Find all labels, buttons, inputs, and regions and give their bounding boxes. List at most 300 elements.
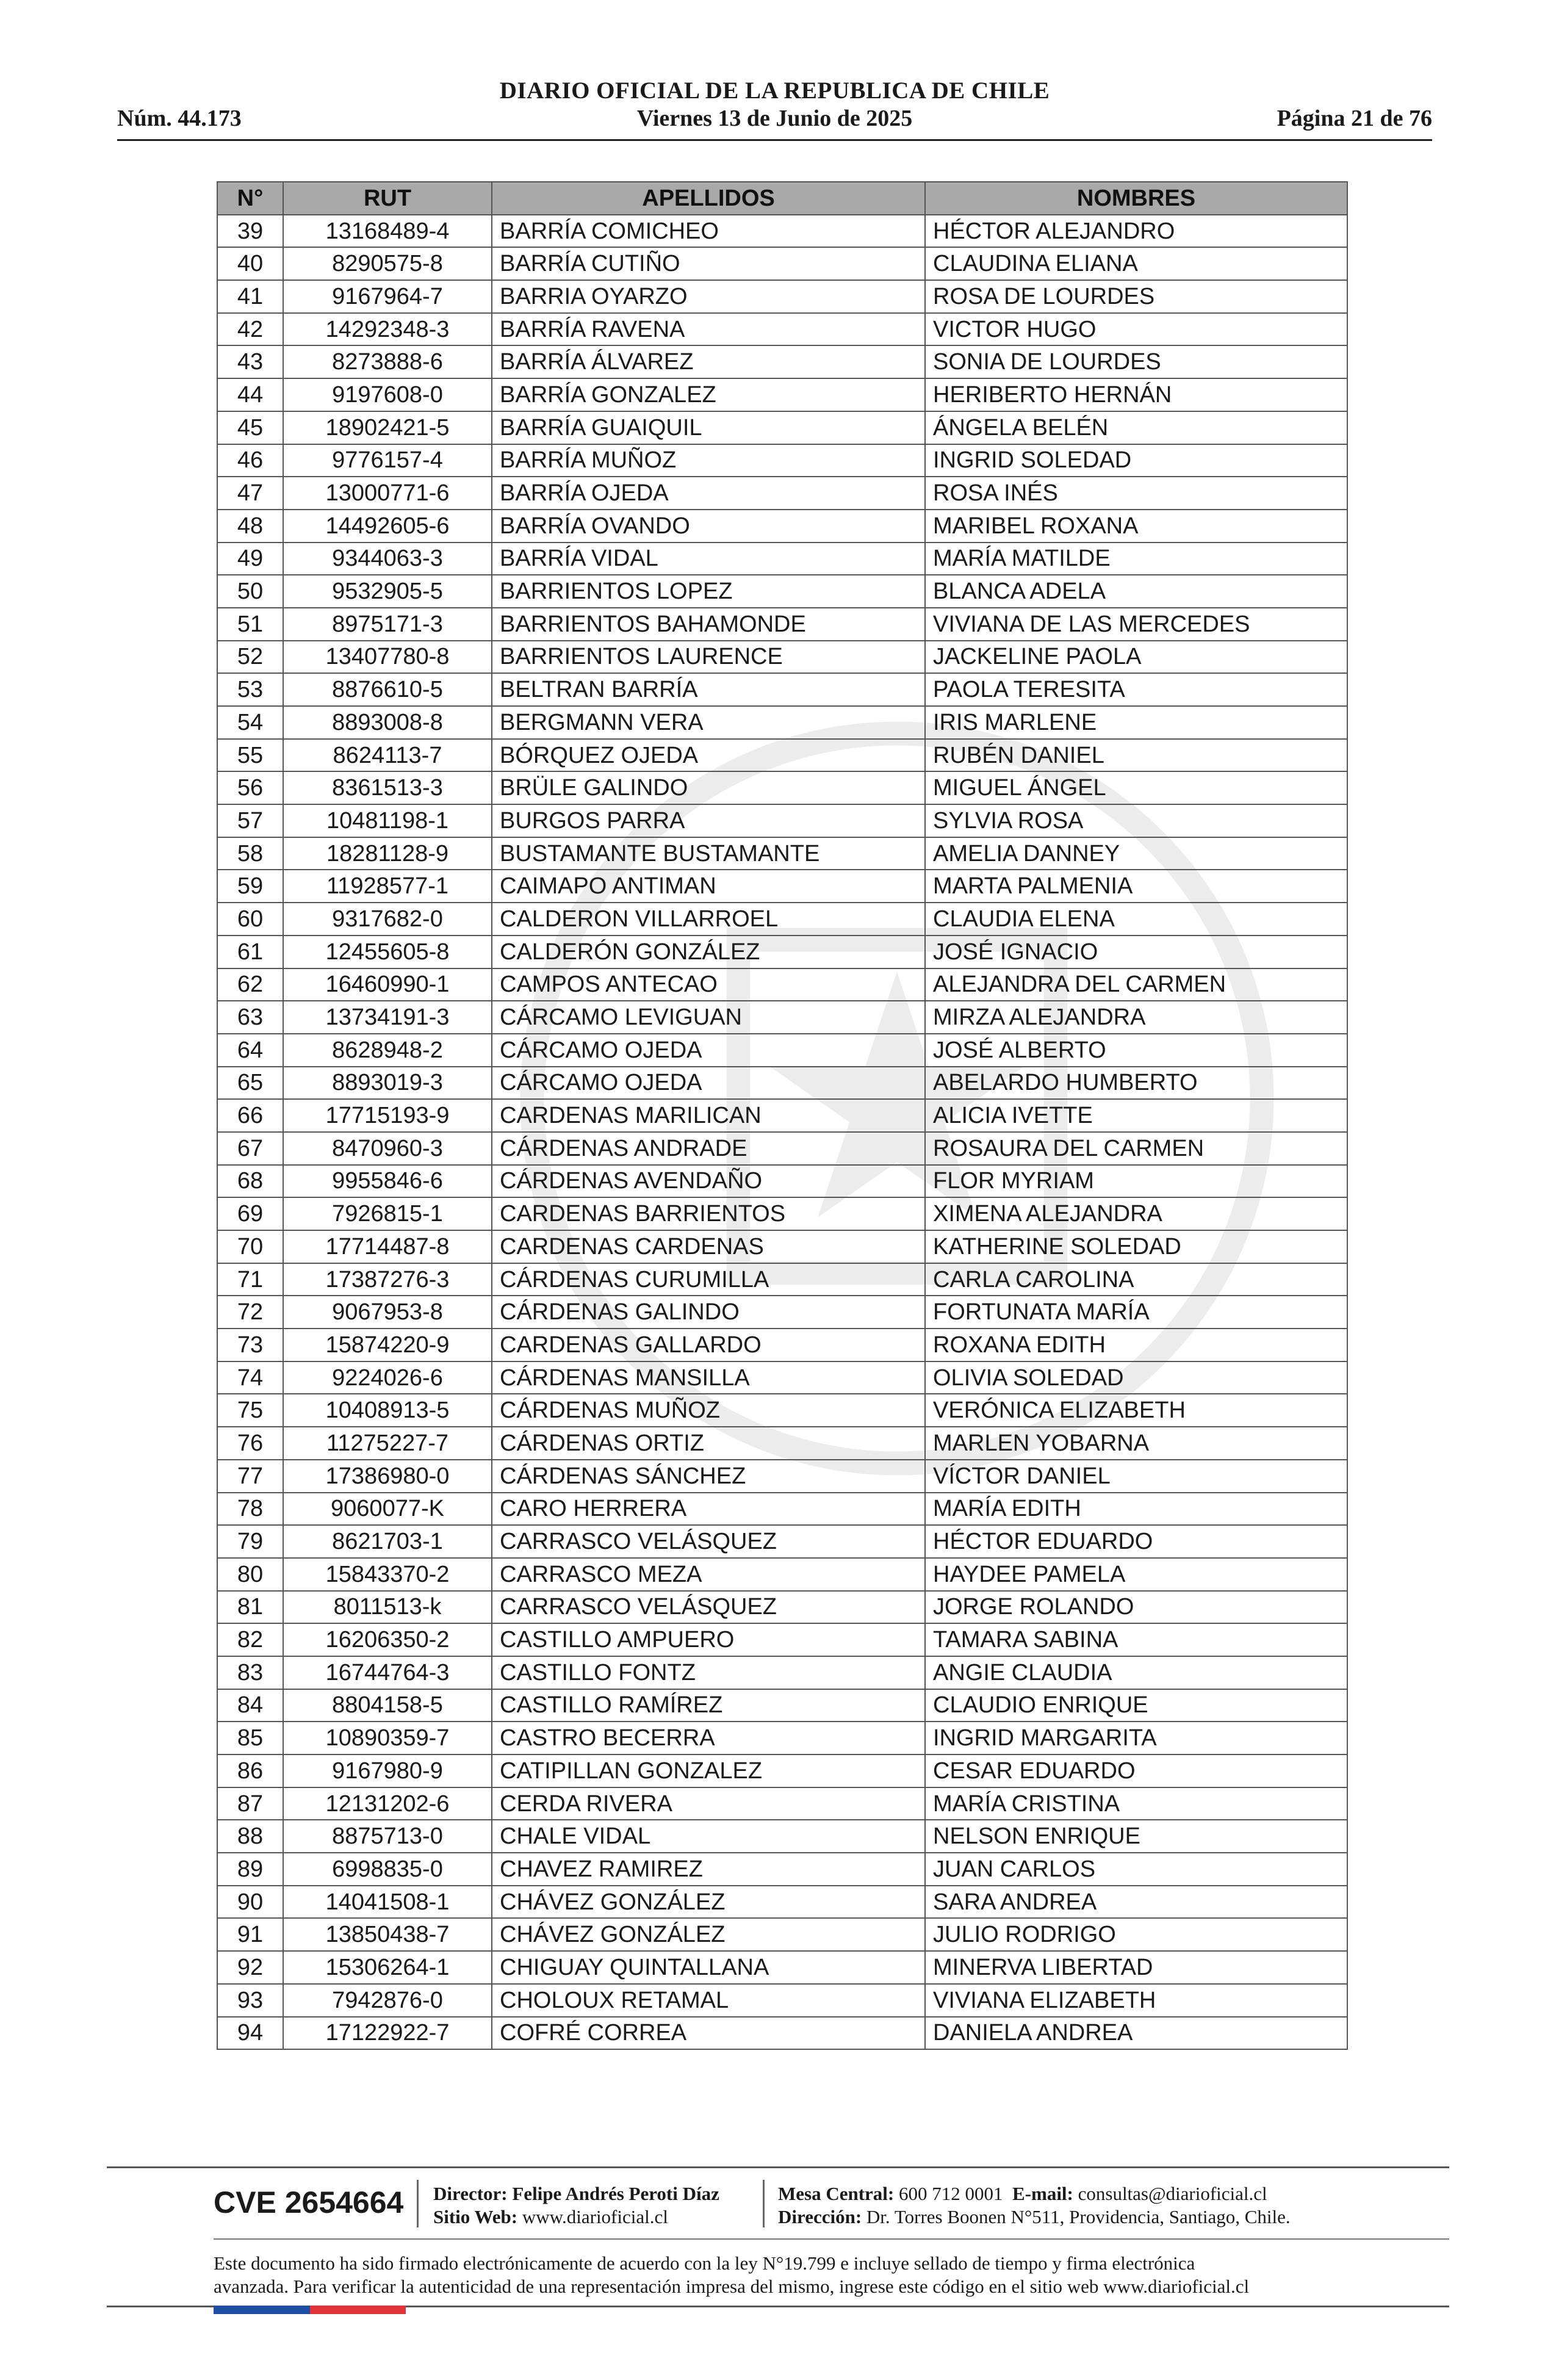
nombres-cell: VERÓNICA ELIZABETH [925,1394,1347,1427]
nombres-cell: JULIO RODRIGO [925,1918,1347,1951]
table-row [217,247,1347,280]
row-number: 81 [217,1591,283,1624]
row-number: 75 [217,1394,283,1427]
apellidos-cell: CALDERÓN GONZÁLEZ [492,936,925,968]
nombres-cell: MARÍA CRISTINA [925,1787,1347,1820]
table-row [217,968,1347,1001]
rut-cell: 14292348-3 [283,313,492,346]
header-divider [117,139,1432,141]
apellidos-cell: BELTRAN BARRÍA [492,673,925,706]
nombres-cell: VIVIANA DE LAS MERCEDES [925,608,1347,641]
table-row [217,870,1347,903]
rut-cell: 12455605-8 [283,936,492,968]
apellidos-cell: CÁRDENAS ORTIZ [492,1427,925,1460]
rut-cell: 13734191-3 [283,1001,492,1034]
apellidos-cell: CARDENAS CARDENAS [492,1230,925,1263]
table-row [217,1296,1347,1329]
rut-cell: 14041508-1 [283,1886,492,1919]
website-label: Sitio Web: [433,2206,518,2227]
row-number: 49 [217,543,283,575]
rut-cell: 17387276-3 [283,1263,492,1296]
rut-cell: 9224026-6 [283,1361,492,1394]
row-number: 60 [217,903,283,936]
nombres-cell: KATHERINE SOLEDAD [925,1230,1347,1263]
row-number: 55 [217,739,283,772]
apellidos-cell: CÁRCAMO OJEDA [492,1034,925,1067]
table-row [217,1591,1347,1624]
apellidos-cell: CARDENAS MARILICAN [492,1099,925,1132]
nombres-cell: SYLVIA ROSA [925,804,1347,837]
nombres-cell: MARTA PALMENIA [925,870,1347,903]
apellidos-cell: CHAVEZ RAMIREZ [492,1853,925,1886]
rut-cell: 8361513-3 [283,771,492,804]
rut-cell: 10890359-7 [283,1722,492,1754]
cve-code: CVE 2654664 [214,2185,404,2220]
row-number: 89 [217,1853,283,1886]
row-number: 43 [217,345,283,378]
nombres-cell: RUBÉN DANIEL [925,739,1347,772]
rut-cell: 9776157-4 [283,444,492,477]
website-link[interactable]: www.diarioficial.cl [522,2206,668,2227]
rut-cell: 8628948-2 [283,1034,492,1067]
nombres-cell: HÉCTOR EDUARDO [925,1525,1347,1558]
table-row [217,280,1347,313]
nombres-cell: NELSON ENRIQUE [925,1820,1347,1853]
table-row [217,1951,1347,1984]
apellidos-cell: BARRIENTOS LAURENCE [492,641,925,674]
row-number: 93 [217,1984,283,2017]
issue-number: Núm. 44.173 [117,106,242,131]
rut-cell: 8893008-8 [283,706,492,739]
apellidos-cell: CARDENAS GALLARDO [492,1329,925,1361]
nombres-cell: SONIA DE LOURDES [925,345,1347,378]
apellidos-cell: CALDERON VILLARROEL [492,903,925,936]
contact-info [778,2182,1291,2229]
apellidos-cell: BARRÍA CUTIÑO [492,247,925,280]
table-row [217,1853,1347,1886]
row-number: 83 [217,1656,283,1689]
table-row [217,510,1347,543]
rut-cell: 12131202-6 [283,1787,492,1820]
row-number: 67 [217,1132,283,1165]
nombres-cell: CLAUDIO ENRIQUE [925,1689,1347,1722]
footer-separator [763,2180,765,2227]
rut-cell: 17714487-8 [283,1230,492,1263]
legal-notice-line: Este documento ha sido firmado electrónicamente de acuerdo con la ley N°19.799 e incluye sellado de tiempo y firma electrónica [214,2252,1195,2274]
director-name: Felipe Andrés Peroti Díaz [512,2183,719,2204]
nombres-cell: OLIVIA SOLEDAD [925,1361,1347,1394]
apellidos-cell: CARRASCO MEZA [492,1558,925,1591]
table-row [217,345,1347,378]
nombres-cell: JACKELINE PAOLA [925,641,1347,674]
table-row [217,1787,1347,1820]
row-number: 90 [217,1886,283,1919]
row-number: 65 [217,1067,283,1100]
apellidos-cell: CÁRDENAS CURUMILLA [492,1263,925,1296]
row-number: 52 [217,641,283,674]
apellidos-cell: BARRÍA RAVENA [492,313,925,346]
page-header [117,77,1432,144]
nombres-cell: CARLA CAROLINA [925,1263,1347,1296]
rut-cell: 8875713-0 [283,1820,492,1853]
rut-cell: 11928577-1 [283,870,492,903]
row-number: 39 [217,215,283,248]
nombres-cell: AMELIA DANNEY [925,837,1347,870]
nombres-cell: CLAUDIA ELENA [925,903,1347,936]
nombres-cell: MARÍA EDITH [925,1493,1347,1526]
apellidos-cell: BARRÍA COMICHEO [492,215,925,248]
table-row [217,1329,1347,1361]
rut-cell: 8011513-k [283,1591,492,1624]
table-row [217,1722,1347,1754]
rut-cell: 9167964-7 [283,280,492,313]
row-number: 61 [217,936,283,968]
rut-cell: 10408913-5 [283,1394,492,1427]
apellidos-cell: CARRASCO VELÁSQUEZ [492,1591,925,1624]
nombres-cell: MARIBEL ROXANA [925,510,1347,543]
apellidos-cell: BARRÍA MUÑOZ [492,444,925,477]
apellidos-cell: BURGOS PARRA [492,804,925,837]
rut-cell: 8893019-3 [283,1067,492,1100]
rut-cell: 8975171-3 [283,608,492,641]
table-row [217,1656,1347,1689]
apellidos-cell: CAMPOS ANTECAO [492,968,925,1001]
rut-cell: 13168489-4 [283,215,492,248]
table-row [217,215,1347,248]
rut-cell: 6998835-0 [283,1853,492,1886]
row-number: 64 [217,1034,283,1067]
rut-cell: 15306264-1 [283,1951,492,1984]
footer-top-divider [107,2166,1449,2168]
table-row [217,1197,1347,1230]
rut-cell: 8273888-6 [283,345,492,378]
nombres-cell: MIGUEL ÁNGEL [925,771,1347,804]
footer-separator [417,2180,419,2227]
apellidos-cell: CÁRDENAS MANSILLA [492,1361,925,1394]
nombres-cell: MIRZA ALEJANDRA [925,1001,1347,1034]
table-row [217,1918,1347,1951]
table-row [217,1558,1347,1591]
column-header-number: N° [217,182,283,215]
apellidos-cell: BRÜLE GALINDO [492,771,925,804]
column-header-nombres: NOMBRES [925,182,1347,215]
publication-date: Viernes 13 de Junio de 2025 [636,106,913,131]
rut-cell: 8621703-1 [283,1525,492,1558]
apellidos-cell: BARRÍA GONZALEZ [492,378,925,411]
rut-cell: 9197608-0 [283,378,492,411]
row-number: 91 [217,1918,283,1951]
rut-cell: 8290575-8 [283,247,492,280]
rut-cell: 9167980-9 [283,1754,492,1787]
apellidos-cell: CHOLOUX RETAMAL [492,1984,925,2017]
table-row [217,1067,1347,1100]
table-row [217,1754,1347,1787]
row-number: 40 [217,247,283,280]
apellidos-cell: CATIPILLAN GONZALEZ [492,1754,925,1787]
flag-color-bar [214,2306,406,2314]
rut-cell: 13407780-8 [283,641,492,674]
nombres-cell: MARLEN YOBARNA [925,1427,1347,1460]
rut-cell: 7942876-0 [283,1984,492,2017]
table-row [217,1460,1347,1493]
rut-cell: 9060077-K [283,1493,492,1526]
apellidos-cell: CASTRO BECERRA [492,1722,925,1754]
nombres-cell: JOSÉ ALBERTO [925,1034,1347,1067]
apellidos-cell: CÁRDENAS ANDRADE [492,1132,925,1165]
nombres-cell: SARA ANDREA [925,1886,1347,1919]
nombres-cell: CESAR EDUARDO [925,1754,1347,1787]
table-row [217,477,1347,510]
apellidos-cell: CÁRCAMO LEVIGUAN [492,1001,925,1034]
apellidos-cell: CARO HERRERA [492,1493,925,1526]
table-row [217,1034,1347,1067]
row-number: 80 [217,1558,283,1591]
table-row [217,1230,1347,1263]
row-number: 70 [217,1230,283,1263]
table-row [217,1525,1347,1558]
table-row [217,1001,1347,1034]
nombres-cell: JUAN CARLOS [925,1853,1347,1886]
column-header-rut: RUT [283,182,492,215]
apellidos-cell: CARRASCO VELÁSQUEZ [492,1525,925,1558]
row-number: 48 [217,510,283,543]
page-number: Página 21 de 76 [1277,106,1432,131]
row-number: 51 [217,608,283,641]
row-number: 78 [217,1493,283,1526]
row-number: 88 [217,1820,283,1853]
row-number: 68 [217,1165,283,1198]
nombres-cell: FLOR MYRIAM [925,1165,1347,1198]
row-number: 66 [217,1099,283,1132]
rut-cell: 16460990-1 [283,968,492,1001]
row-number: 47 [217,477,283,510]
apellidos-cell: BARRIA OYARZO [492,280,925,313]
nombres-cell: CLAUDINA ELIANA [925,247,1347,280]
director-info [433,2182,719,2229]
nombres-cell: MINERVA LIBERTAD [925,1951,1347,1984]
row-number: 82 [217,1623,283,1656]
nombres-cell: INGRID SOLEDAD [925,444,1347,477]
rut-cell: 8470960-3 [283,1132,492,1165]
apellidos-cell: BARRIENTOS LOPEZ [492,575,925,608]
row-number: 73 [217,1329,283,1361]
apellidos-cell: BARRIENTOS BAHAMONDE [492,608,925,641]
phone-number: 600 712 0001 [899,2183,1003,2204]
flag-blue-stripe [214,2306,310,2314]
row-number: 58 [217,837,283,870]
row-number: 79 [217,1525,283,1558]
apellidos-cell: BARRÍA GUAIQUIL [492,411,925,444]
table-row [217,1263,1347,1296]
nombres-cell: ROXANA EDITH [925,1329,1347,1361]
nombres-cell: ALEJANDRA DEL CARMEN [925,968,1347,1001]
nombres-cell: DANIELA ANDREA [925,2017,1347,2050]
apellidos-cell: CHÁVEZ GONZÁLEZ [492,1918,925,1951]
row-number: 62 [217,968,283,1001]
row-number: 45 [217,411,283,444]
nombres-cell: XIMENA ALEJANDRA [925,1197,1347,1230]
table-row [217,771,1347,804]
rut-cell: 18902421-5 [283,411,492,444]
row-number: 72 [217,1296,283,1329]
apellidos-cell: BÓRQUEZ OJEDA [492,739,925,772]
rut-cell: 17715193-9 [283,1099,492,1132]
nombres-cell: VICTOR HUGO [925,313,1347,346]
nombres-cell: ROSA INÉS [925,477,1347,510]
table-row [217,903,1347,936]
publication-title: DIARIO OFICIAL DE LA REPUBLICA DE CHILE [499,78,1050,104]
apellidos-cell: CÁRDENAS SÁNCHEZ [492,1460,925,1493]
rut-cell: 14492605-6 [283,510,492,543]
row-number: 53 [217,673,283,706]
table-row [217,378,1347,411]
table-row [217,575,1347,608]
table-row [217,1623,1347,1656]
row-number: 77 [217,1460,283,1493]
row-number: 50 [217,575,283,608]
rut-cell: 15874220-9 [283,1329,492,1361]
row-number: 63 [217,1001,283,1034]
row-number: 44 [217,378,283,411]
nombres-cell: ANGIE CLAUDIA [925,1656,1347,1689]
nombres-cell: HAYDEE PAMELA [925,1558,1347,1591]
table-row [217,543,1347,575]
nombres-cell: HERIBERTO HERNÁN [925,378,1347,411]
apellidos-cell: COFRÉ CORREA [492,2017,925,2050]
apellidos-cell: BUSTAMANTE BUSTAMANTE [492,837,925,870]
rut-cell: 8624113-7 [283,739,492,772]
email-label: E-mail: [1012,2183,1073,2204]
table-row [217,739,1347,772]
rut-cell: 18281128-9 [283,837,492,870]
nombres-cell: INGRID MARGARITA [925,1722,1347,1754]
nombres-cell: FORTUNATA MARÍA [925,1296,1347,1329]
table-row [217,1886,1347,1919]
nombres-cell: VIVIANA ELIZABETH [925,1984,1347,2017]
address-label: Dirección: [778,2206,862,2227]
apellidos-cell: CASTILLO RAMÍREZ [492,1689,925,1722]
nombres-cell: MARÍA MATILDE [925,543,1347,575]
apellidos-cell: CAIMAPO ANTIMAN [492,870,925,903]
nombres-cell: JORGE ROLANDO [925,1591,1347,1624]
rut-cell: 8876610-5 [283,673,492,706]
apellidos-cell: CÁRDENAS AVENDAÑO [492,1165,925,1198]
row-number: 94 [217,2017,283,2050]
nombres-cell: JOSÉ IGNACIO [925,936,1347,968]
nombres-cell: IRIS MARLENE [925,706,1347,739]
row-number: 69 [217,1197,283,1230]
rut-cell: 10481198-1 [283,804,492,837]
footer-mid-divider [214,2238,1449,2240]
apellidos-cell: CASTILLO AMPUERO [492,1623,925,1656]
nombres-cell: ÁNGELA BELÉN [925,411,1347,444]
table-row [217,1689,1347,1722]
apellidos-cell: CHIGUAY QUINTALLANA [492,1951,925,1984]
rut-cell: 9067953-8 [283,1296,492,1329]
apellidos-cell: CASTILLO FONTZ [492,1656,925,1689]
flag-red-stripe [310,2306,406,2314]
table-row [217,444,1347,477]
table-header-row [217,182,1347,215]
nombres-cell: ABELARDO HUMBERTO [925,1067,1347,1100]
email-link[interactable]: consultas@diarioficial.cl [1078,2183,1267,2204]
apellidos-cell: BARRÍA ÁLVAREZ [492,345,925,378]
apellidos-cell: BARRÍA OJEDA [492,477,925,510]
director-label: Director: [433,2183,508,2204]
row-number: 84 [217,1689,283,1722]
apellidos-cell: CÁRCAMO OJEDA [492,1067,925,1100]
row-number: 74 [217,1361,283,1394]
rut-cell: 7926815-1 [283,1197,492,1230]
rut-cell: 9955846-6 [283,1165,492,1198]
rut-cell: 9317682-0 [283,903,492,936]
table-row [217,1099,1347,1132]
column-header-apellidos: APELLIDOS [492,182,925,215]
table-row [217,1394,1347,1427]
table-row [217,1984,1347,2017]
row-number: 57 [217,804,283,837]
table-row [217,706,1347,739]
nombres-cell: ROSA DE LOURDES [925,280,1347,313]
table-row [217,936,1347,968]
apellidos-cell: CERDA RIVERA [492,1787,925,1820]
rut-cell: 8804158-5 [283,1689,492,1722]
row-number: 46 [217,444,283,477]
nombres-cell: VÍCTOR DANIEL [925,1460,1347,1493]
rut-cell: 13850438-7 [283,1918,492,1951]
row-number: 92 [217,1951,283,1984]
apellidos-cell: CÁRDENAS MUÑOZ [492,1394,925,1427]
nombres-cell: ROSAURA DEL CARMEN [925,1132,1347,1165]
row-number: 54 [217,706,283,739]
apellidos-cell: BARRÍA OVANDO [492,510,925,543]
row-number: 85 [217,1722,283,1754]
nombres-cell: ALICIA IVETTE [925,1099,1347,1132]
legal-notice-line: avanzada. Para verificar la autenticidad de una representación impresa del mismo, ingrese este código en el sitio web www.diarioficial.cl [214,2276,1250,2297]
row-number: 41 [217,280,283,313]
table-body [217,215,1347,2050]
row-number: 59 [217,870,283,903]
legal-notice [214,2252,1446,2298]
row-number: 56 [217,771,283,804]
rut-cell: 16744764-3 [283,1656,492,1689]
table-row [217,313,1347,346]
table-row [217,1493,1347,1526]
table-row [217,1361,1347,1394]
apellidos-cell: CÁRDENAS GALINDO [492,1296,925,1329]
table-row [217,804,1347,837]
page-footer [107,2166,1449,2319]
rut-cell: 16206350-2 [283,1623,492,1656]
address-value: Dr. Torres Boonen N°511, Providencia, Santiago, Chile. [866,2206,1291,2227]
nombres-cell: PAOLA TERESITA [925,673,1347,706]
rut-cell: 9344063-3 [283,543,492,575]
rut-cell: 15843370-2 [283,1558,492,1591]
apellidos-cell: CHALE VIDAL [492,1820,925,1853]
table-row [217,2017,1347,2050]
table-row [217,1820,1347,1853]
table-row [217,411,1347,444]
row-number: 42 [217,313,283,346]
rut-cell: 11275227-7 [283,1427,492,1460]
table-row [217,837,1347,870]
table-row [217,1132,1347,1165]
nombres-cell: BLANCA ADELA [925,575,1347,608]
nombres-cell: TAMARA SABINA [925,1623,1347,1656]
table-row [217,608,1347,641]
rut-cell: 17122922-7 [283,2017,492,2050]
nombres-cell: HÉCTOR ALEJANDRO [925,215,1347,248]
